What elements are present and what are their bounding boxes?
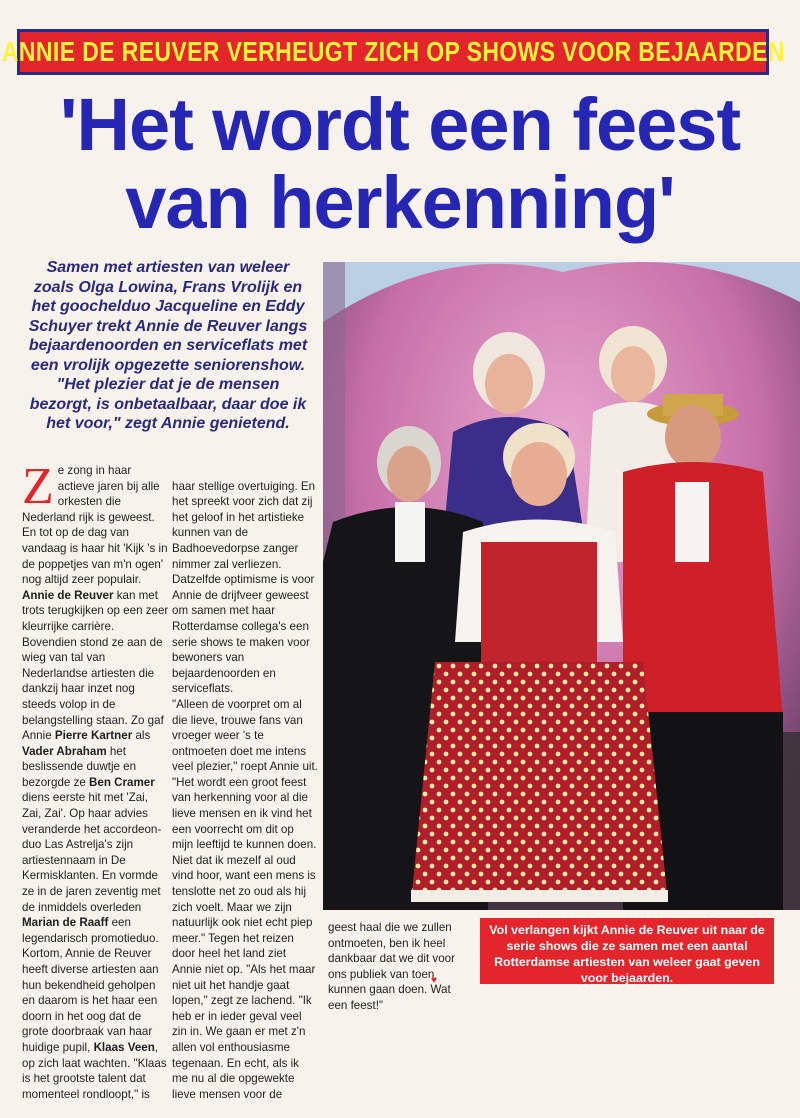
headline bbox=[20, 83, 780, 244]
body-paragraph-1 bbox=[22, 458, 170, 1102]
intro-paragraph: Samen met artiesten van weleer zoals Olga Lowina, Frans Vrolijk en het goochelduo Jacqueline en Eddy Schuyer trekt Annie de Reuver langs bejaardenoorden en serviceflats met een vrolijk opgezette seniorenshow. "Het plezier dat je de mensen bezorgt, is onbetaalbaar, daar doe ik het voor," zegt Annie genietend. bbox=[28, 259, 308, 432]
body-text: kan met trots terugkijken op een zeer kleurrijke carrière. Bovendien stond ze aan de wieg van tal van Nederlandse artiesten die dankzij haar inzet nog steeds volop in de belangstelling staan. Zo gaf Annie bbox=[22, 588, 169, 743]
body-paragraph-2: haar stellige overtuiging. En het spreekt voor zich dat zij het geloof in het artistieke kunnen van de Badhoevedorpse zanger nimmer zal verliezen. Datzelfde optimisme is voor Annie de drijfveer geweest om samen met haar Rotterdamse collega's een serie shows te maken voor bewoners van bejaardenoorden en serviceflats. "Alleen de voorpret om al die lieve, trouwe fans van vroeger weer 's te ontmoeten doet me intens veel plezier," roept Annie uit. "Het wordt een groot feest van herkenning voor al die lieve mensen en ik vind het een voorrecht om dit op mijn leeftijd te kunnen doen. Niet dat ik mezelf al oud vind hoor, want een mens is tenslotte net zo oud als hij zich voelt. Maar we zijn natuurlijk ook niet echt piep meer." Tegen het reizen door heel het land ziet Annie niet op. "Als het maar niet uit het handje gaat lopen," zegt ze lachend. "Ik heb er in ieder geval veel zin in. We gaan er met z'n allen vol enthousiasme tegenaan. En echt, als ik me nu al die opgewekte lieve mensen voor de bbox=[172, 479, 318, 1101]
body-text: diens eerste hit met 'Zai, Zai, Zai'. Op haar advies veranderde het accordeon-duo Las Astrelja's zijn artiestennaam in De Kermisklanten. En vormde ze in de jaren zeventig met de inmiddels overleden bbox=[22, 791, 162, 914]
drop-cap: Z bbox=[22, 458, 54, 515]
photo-caption: Vol verlangen kijkt Annie de Reuver uit naar de serie shows die ze samen met een aantal Rotterdamse artiesten van weleer gaat geven voor bejaarden. bbox=[480, 918, 774, 984]
name-klaas-veen: Klaas Veen bbox=[93, 1040, 155, 1054]
headline-line-2: van herkenning' bbox=[125, 161, 675, 244]
name-pierre-kartner: Pierre Kartner bbox=[54, 729, 133, 743]
headline-line-1: 'Het wordt een feest bbox=[59, 83, 741, 166]
name-marian-de-raaff: Marian de Raaff bbox=[22, 916, 109, 930]
body-column-1 bbox=[22, 458, 170, 1102]
body-text: het beslissende duwtje en bezorgde ze bbox=[22, 744, 137, 789]
kicker-text: ANNIE DE REUVER VERHEUGT ZICH OP SHOWS VOOR BEJAARDEN bbox=[1, 36, 785, 67]
name-vader-abraham: Vader Abraham bbox=[22, 744, 107, 758]
body-text: een legendarisch promotieduo. Kortom, Annie de Reuver heeft diverse artiesten aan hun bekendheid geholpen en daarom is het haar een doorn in het oog dat de grote doorbraak van haar huidige pupil, bbox=[22, 916, 159, 1054]
body-text: e zong in haar actieve jaren bij alle orkesten die Nederland rijk is geweest. En tot op de dag van vandaag is haar hit 'Kijk 's in de poppetjes van m'n ogen' nog altijd zeer populair. bbox=[22, 464, 168, 587]
heart-icon: ♥ bbox=[431, 975, 437, 986]
name-ben-cramer: Ben Cramer bbox=[89, 775, 155, 789]
body-text: , op zich laat wachten. "Klaas is het grootste talent dat momenteel rondloopt," is bbox=[22, 1040, 167, 1101]
body-paragraph-3: geest haal die we zullen ontmoeten, ben ik heel dankbaar dat we dit voor ons publiek van toen kunnen gaan doen. Wat een feest!" bbox=[328, 921, 455, 1012]
kicker-banner bbox=[1, 29, 785, 75]
name-annie-de-reuver: Annie de Reuver bbox=[22, 588, 114, 602]
body-text: als bbox=[132, 729, 151, 743]
body-column-2 bbox=[172, 463, 318, 1118]
group-photo bbox=[323, 262, 800, 910]
